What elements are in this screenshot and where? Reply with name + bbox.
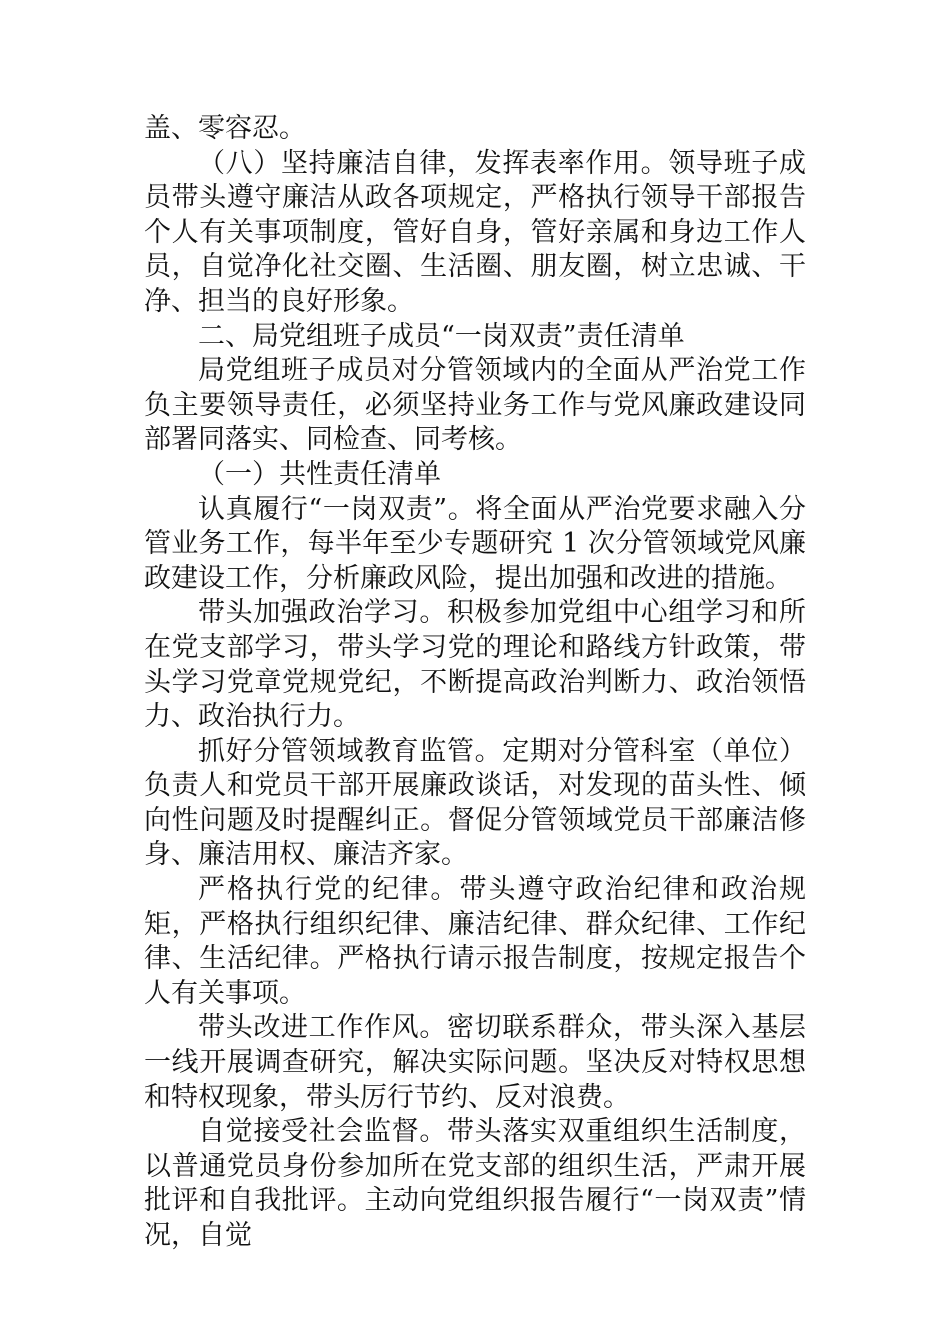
- paragraph-social-supervision: 自觉接受社会监督。带头落实双重组织生活制度，以普通党员身份参加所在党支部的组织生活，严肃开展批评和自我批评。主动向党组织报告履行“一岗双责”情况，自觉: [144, 1116, 806, 1251]
- paragraph-political-study: 带头加强政治学习。积极参加党组中心组学习和所在党支部学习，带头学习党的理论和路线方针政策，带头学习党章党规党纪，不断提高政治判断力、政治领悟力、政治执行力。: [144, 597, 806, 733]
- paragraph-clean-self-discipline: （八）坚持廉洁自律，发挥表率作用。领导班子成员带头遵守廉洁从政各项规定，严格执行领导干部报告个人有关事项制度，管好自身，管好亲属和身边工作人员，自觉净化社交圈、生活圈、朋友圈，树立忠诚、干净、担当的良好形象。: [144, 147, 806, 317]
- paragraph-party-discipline: 严格执行党的纪律。带头遵守政治纪律和政治规矩，严格执行组织纪律、廉洁纪律、群众纪律、工作纪律、生活纪律。严格执行请示报告制度，按规定报告个人有关事项。: [144, 874, 806, 1009]
- section-heading-responsibility-list: 二、局党组班子成员“一岗双责”责任清单: [198, 320, 685, 352]
- paragraph-education-supervision: 抓好分管领域教育监管。定期对分管科室（单位）负责人和党员干部开展廉政谈话，对发现的苗头性、倾向性问题及时提醒纠正。督促分管领域党员干部廉洁修身、廉洁用权、廉洁齐家。: [144, 735, 806, 871]
- subheading-common-responsibility: （一）共性责任清单: [198, 458, 441, 490]
- paragraph-fulfill-duties: 认真履行“一岗双责”。将全面从严治党要求融入分管业务工作，每半年至少专题研究 1 次分管领域党风廉政建设工作，分析廉政风险，提出加强和改进的措施。: [144, 493, 806, 594]
- paragraph-leadership-responsibility: 局党组班子成员对分管领域内的全面从严治党工作负主要领导责任，必须坚持业务工作与党风廉政建设同部署同落实、同检查、同考核。: [144, 355, 806, 456]
- paragraph-continuation: 盖、零容忍。: [144, 113, 306, 144]
- document-page: [144, 112, 806, 1254]
- paragraph-work-style: 带头改进工作作风。密切联系群众，带头深入基层一线开展调查研究，解决实际问题。坚决反对特权思想和特权现象，带头厉行节约、反对浪费。: [144, 1012, 806, 1113]
